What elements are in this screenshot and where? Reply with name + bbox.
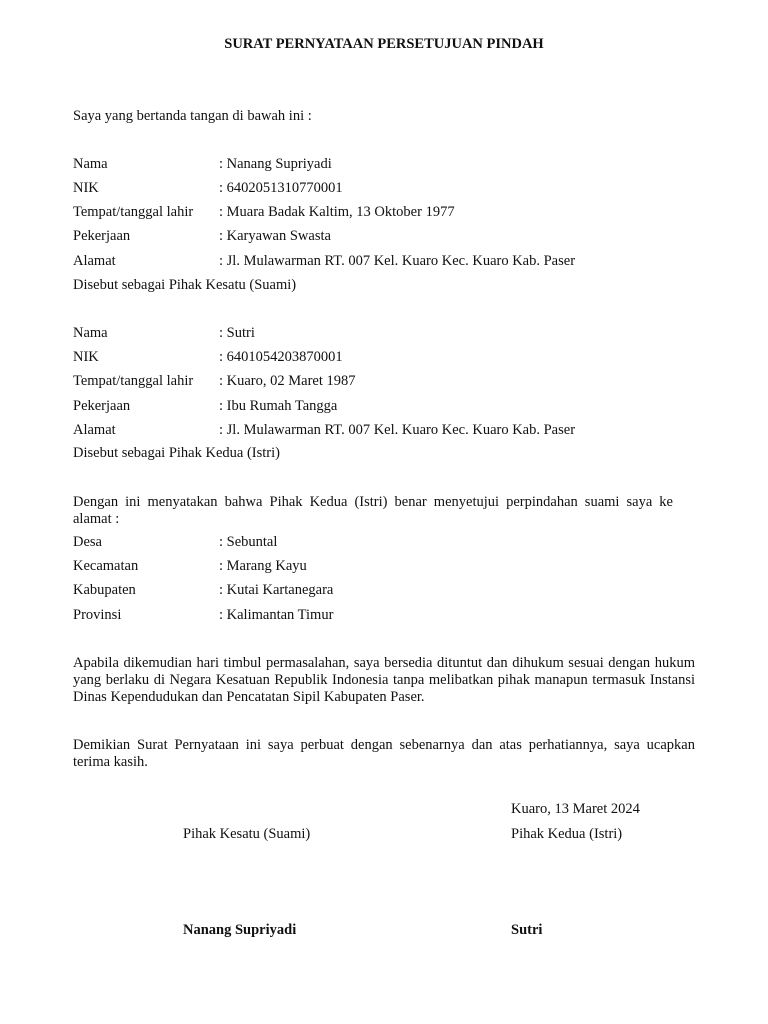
field-label: Tempat/tanggal lahir (73, 373, 194, 389)
party1-designation: Disebut sebagai Pihak Kesatu (Suami) (73, 277, 297, 293)
field-label: Nama (73, 156, 108, 172)
destination-row-village (73, 534, 695, 552)
field-value: : 6401054203870001 (219, 349, 343, 365)
party1-row-name (73, 156, 695, 174)
field-value: : Sebuntal (219, 534, 278, 550)
party1-row-birth (73, 204, 695, 222)
field-value: : Marang Kayu (219, 558, 307, 574)
field-value: : Kutai Kartanegara (219, 582, 334, 598)
field-label: Provinsi (73, 607, 122, 623)
field-label: NIK (73, 349, 99, 365)
statement-paragraph: Dengan ini menyatakan bahwa Pihak Kedua (Istri) benar menyetujui perpindahan suami saya ke alamat : (73, 494, 673, 527)
party1-row-job (73, 228, 695, 246)
field-value: : 6402051310770001 (219, 180, 343, 196)
left-signer-role: Pihak Kesatu (Suami) (183, 826, 311, 842)
party1-row-nik (73, 180, 695, 198)
field-value: : Kalimantan Timur (219, 607, 334, 623)
field-label: Kabupaten (73, 582, 136, 598)
party2-row-job (73, 398, 695, 416)
field-label: NIK (73, 180, 99, 196)
field-value: : Karyawan Swasta (219, 228, 331, 244)
destination-row-district (73, 558, 695, 576)
right-signer-name: Sutri (511, 922, 543, 938)
field-label: Kecamatan (73, 558, 139, 574)
field-value: : Kuaro, 02 Maret 1987 (219, 373, 356, 389)
party2-row-birth (73, 373, 695, 391)
field-value: : Sutri (219, 325, 255, 341)
place-date: Kuaro, 13 Maret 2024 (511, 801, 640, 817)
left-signer-name: Nanang Supriyadi (183, 922, 297, 938)
party2-row-name (73, 325, 695, 343)
destination-row-regency (73, 582, 695, 600)
field-label: Pekerjaan (73, 228, 131, 244)
field-label: Desa (73, 534, 102, 550)
field-label: Tempat/tanggal lahir (73, 204, 194, 220)
destination-row-province (73, 607, 695, 625)
field-value: : Nanang Supriyadi (219, 156, 332, 172)
closing-paragraph: Demikian Surat Pernyataan ini saya perbuat dengan sebenarnya dan atas perhatiannya, saya ucapkan terima kasih. (73, 737, 695, 770)
right-signer-role: Pihak Kedua (Istri) (511, 826, 623, 842)
intro-text: Saya yang bertanda tangan di bawah ini : (73, 108, 312, 124)
liability-paragraph: Apabila dikemudian hari timbul permasalahan, saya bersedia dituntut dan dihukum sesuai dengan hukum yang berlaku di Negara Kesatuan Republik Indonesia tanpa melibatkan pihak manapun termasuk Instansi Dinas Kependudukan dan Pencatatan Sipil Kabupaten Paser. (73, 655, 695, 705)
party2-row-nik (73, 349, 695, 367)
party2-designation: Disebut sebagai Pihak Kedua (Istri) (73, 445, 280, 461)
party2-row-address (73, 422, 695, 440)
field-label: Alamat (73, 422, 116, 438)
party1-row-address (73, 253, 695, 271)
field-value: : Jl. Mulawarman RT. 007 Kel. Kuaro Kec. Kuaro Kab. Paser (219, 422, 576, 438)
field-label: Alamat (73, 253, 116, 269)
field-value: : Ibu Rumah Tangga (219, 398, 338, 414)
letter-title: SURAT PERNYATAAN PERSETUJUAN PINDAH (224, 36, 544, 52)
field-label: Pekerjaan (73, 398, 131, 414)
field-value: : Jl. Mulawarman RT. 007 Kel. Kuaro Kec. Kuaro Kab. Paser (219, 253, 576, 269)
field-label: Nama (73, 325, 108, 341)
field-value: : Muara Badak Kaltim, 13 Oktober 1977 (219, 204, 455, 220)
